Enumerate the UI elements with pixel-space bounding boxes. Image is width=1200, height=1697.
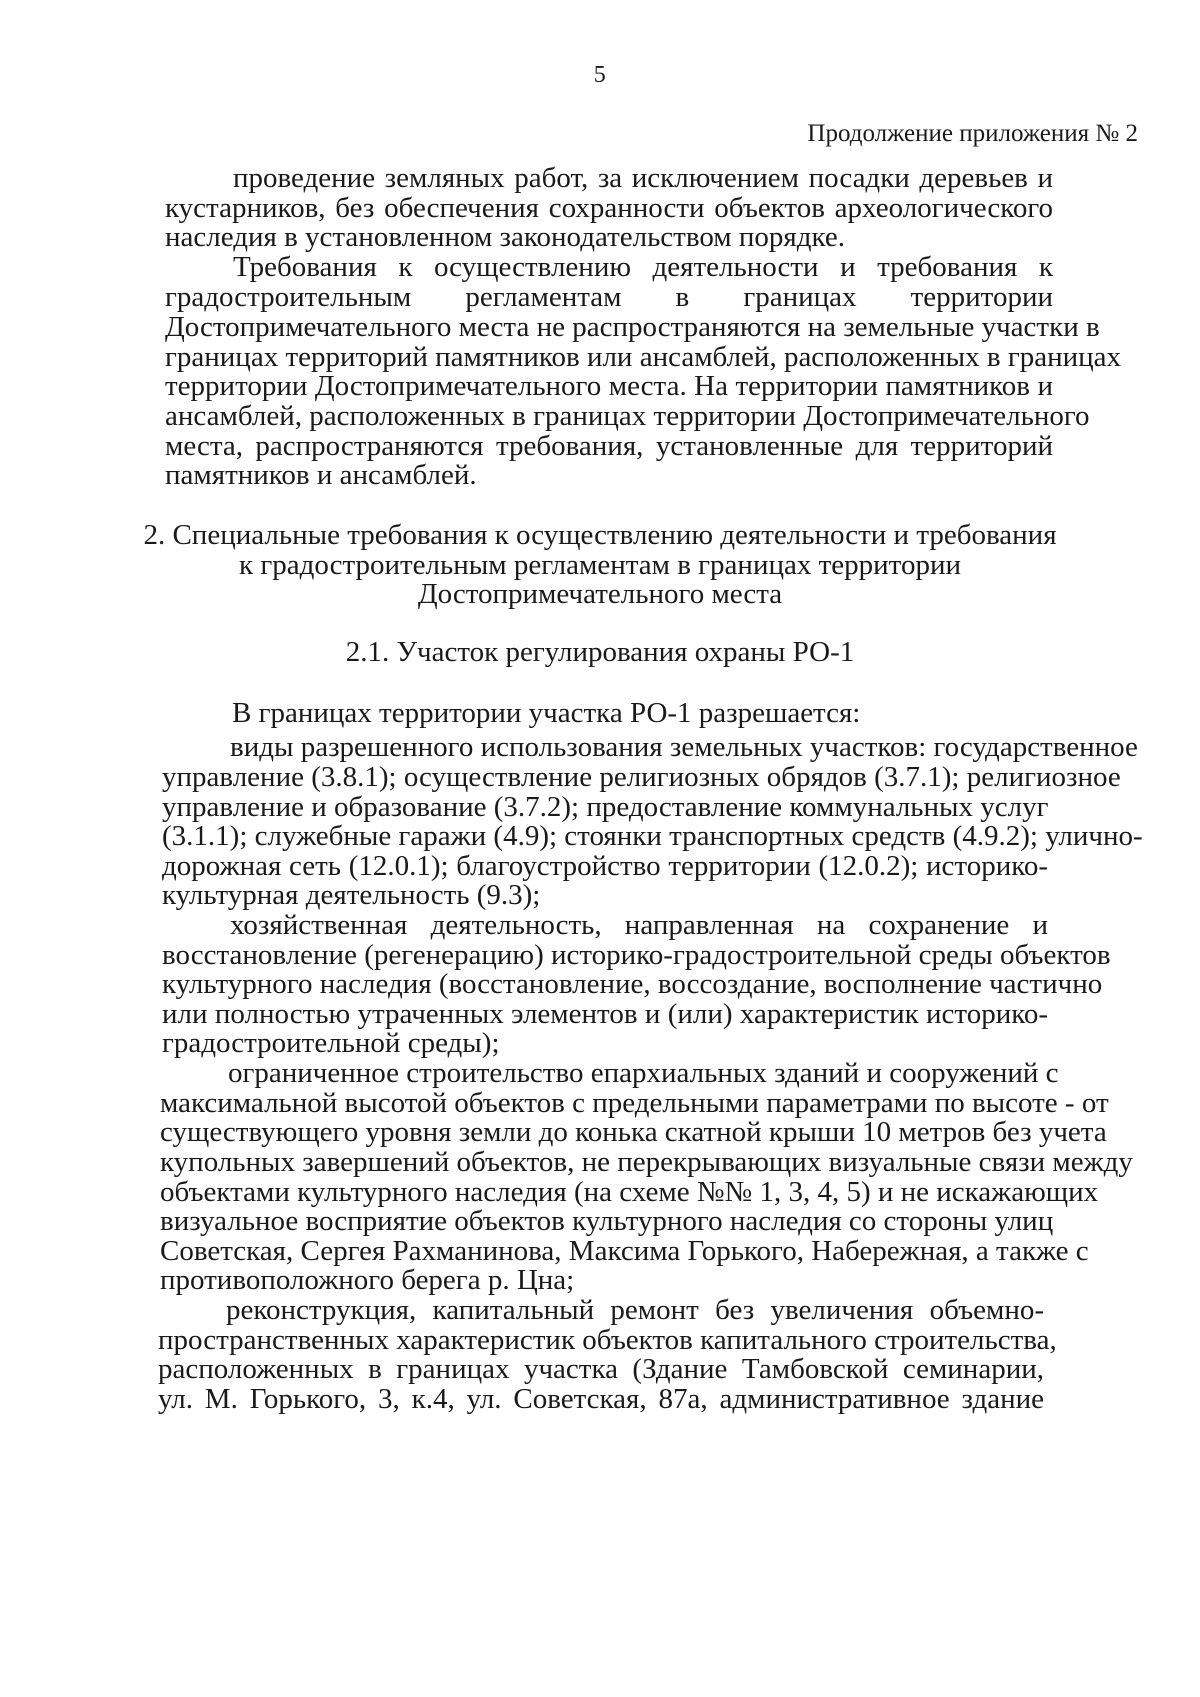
- text-line: градостроительной среды);: [162, 1027, 500, 1059]
- text-line: культурная деятельность (9.3);: [162, 879, 541, 911]
- text-line: Советская, Сергея Рахманинова, Максима Горького, Набережная, а также с: [160, 1235, 1089, 1267]
- text-line: градостроительным регламентам в границах территории: [165, 281, 1053, 313]
- text-line: ул. М. Горького, 3, к.4, ул. Советская, 87а, административное здание: [158, 1383, 1044, 1415]
- appendix-continuation-label: Продолжение приложения № 2: [807, 120, 1138, 147]
- subsection-heading: 2.1. Участок регулирования охраны РО-1: [345, 636, 855, 668]
- text-line: памятников и ансамблей.: [165, 459, 477, 491]
- text-line: визуальное восприятие объектов культурного наследия со стороны улиц: [160, 1205, 1054, 1237]
- text-line: максимальной высотой объектов с предельными параметрами по высоте - от: [160, 1087, 1109, 1119]
- text-line: реконструкция, капитальный ремонт без увеличения объемно-: [226, 1294, 1044, 1326]
- text-line: дорожная сеть (12.0.1); благоустройство территории (12.0.2); историко-: [162, 850, 1048, 882]
- text-line: противоположного берега р. Цна;: [160, 1264, 575, 1296]
- text-line: проведение земляных работ, за исключением посадки деревьев и: [233, 162, 1053, 194]
- text-line: территории Достопримечательного места. На территории памятников и: [165, 370, 1053, 402]
- text-line: виды разрешенного использования земельных участков: государственное: [230, 731, 1138, 763]
- text-line: культурного наследия (восстановление, воссоздание, восполнение частично: [162, 968, 1103, 1000]
- text-line: границах территорий памятников или ансамблей, расположенных в границах: [165, 341, 1122, 373]
- section-heading: к градостроительным регламентам в границах территории: [238, 549, 961, 581]
- text-line: ансамблей, расположенных в границах территории Достопримечательного: [165, 400, 1090, 432]
- text-line: купольных завершений объектов, не перекрывающих визуальные связи между: [160, 1146, 1133, 1178]
- text-line: расположенных в границах участка (Здание Тамбовской семинарии,: [158, 1353, 1044, 1385]
- text-line: Требования к осуществлению деятельности и требования к: [233, 251, 1053, 283]
- section-heading: Достопримечательного места: [417, 578, 783, 610]
- text-line: или полностью утраченных элементов и (или) характеристик историко-: [162, 998, 1048, 1030]
- section-heading: 2. Специальные требования к осуществлению деятельности и требования: [143, 519, 1057, 551]
- text-line: пространственных характеристик объектов капитального строительства,: [158, 1324, 1057, 1356]
- page-number: 5: [593, 62, 607, 88]
- text-line: (3.1.1); служебные гаражи (4.9); стоянки транспортных средств (4.9.2); улично-: [162, 820, 1143, 852]
- text-line: В границах территории участка РО-1 разрешается:: [232, 697, 861, 729]
- text-line: восстановление (регенерацию) историко-градостроительной среды объектов: [162, 939, 1111, 971]
- text-line: кустарников, без обеспечения сохранности объектов археологического: [165, 192, 1053, 224]
- text-line: управление (3.8.1); осуществление религиозных обрядов (3.7.1); религиозное: [162, 761, 1121, 793]
- text-line: объектами культурного наследия (на схеме №№ 1, 3, 4, 5) и не искажающих: [160, 1176, 1099, 1208]
- text-line: ограниченное строительство епархиальных зданий и сооружений с: [228, 1057, 1059, 1089]
- text-line: управление и образование (3.7.2); предоставление коммунальных услуг: [162, 791, 1049, 823]
- text-line: Достопримечательного места не распространяются на земельные участки в: [165, 311, 1100, 343]
- text-line: хозяйственная деятельность, направленная на сохранение и: [230, 909, 1048, 941]
- text-line: наследия в установленном законодательством порядке.: [165, 221, 845, 253]
- text-line: существующего уровня земли до конька скатной крыши 10 метров без учета: [160, 1116, 1107, 1148]
- text-line: места, распространяются требования, установленные для территорий: [165, 430, 1053, 462]
